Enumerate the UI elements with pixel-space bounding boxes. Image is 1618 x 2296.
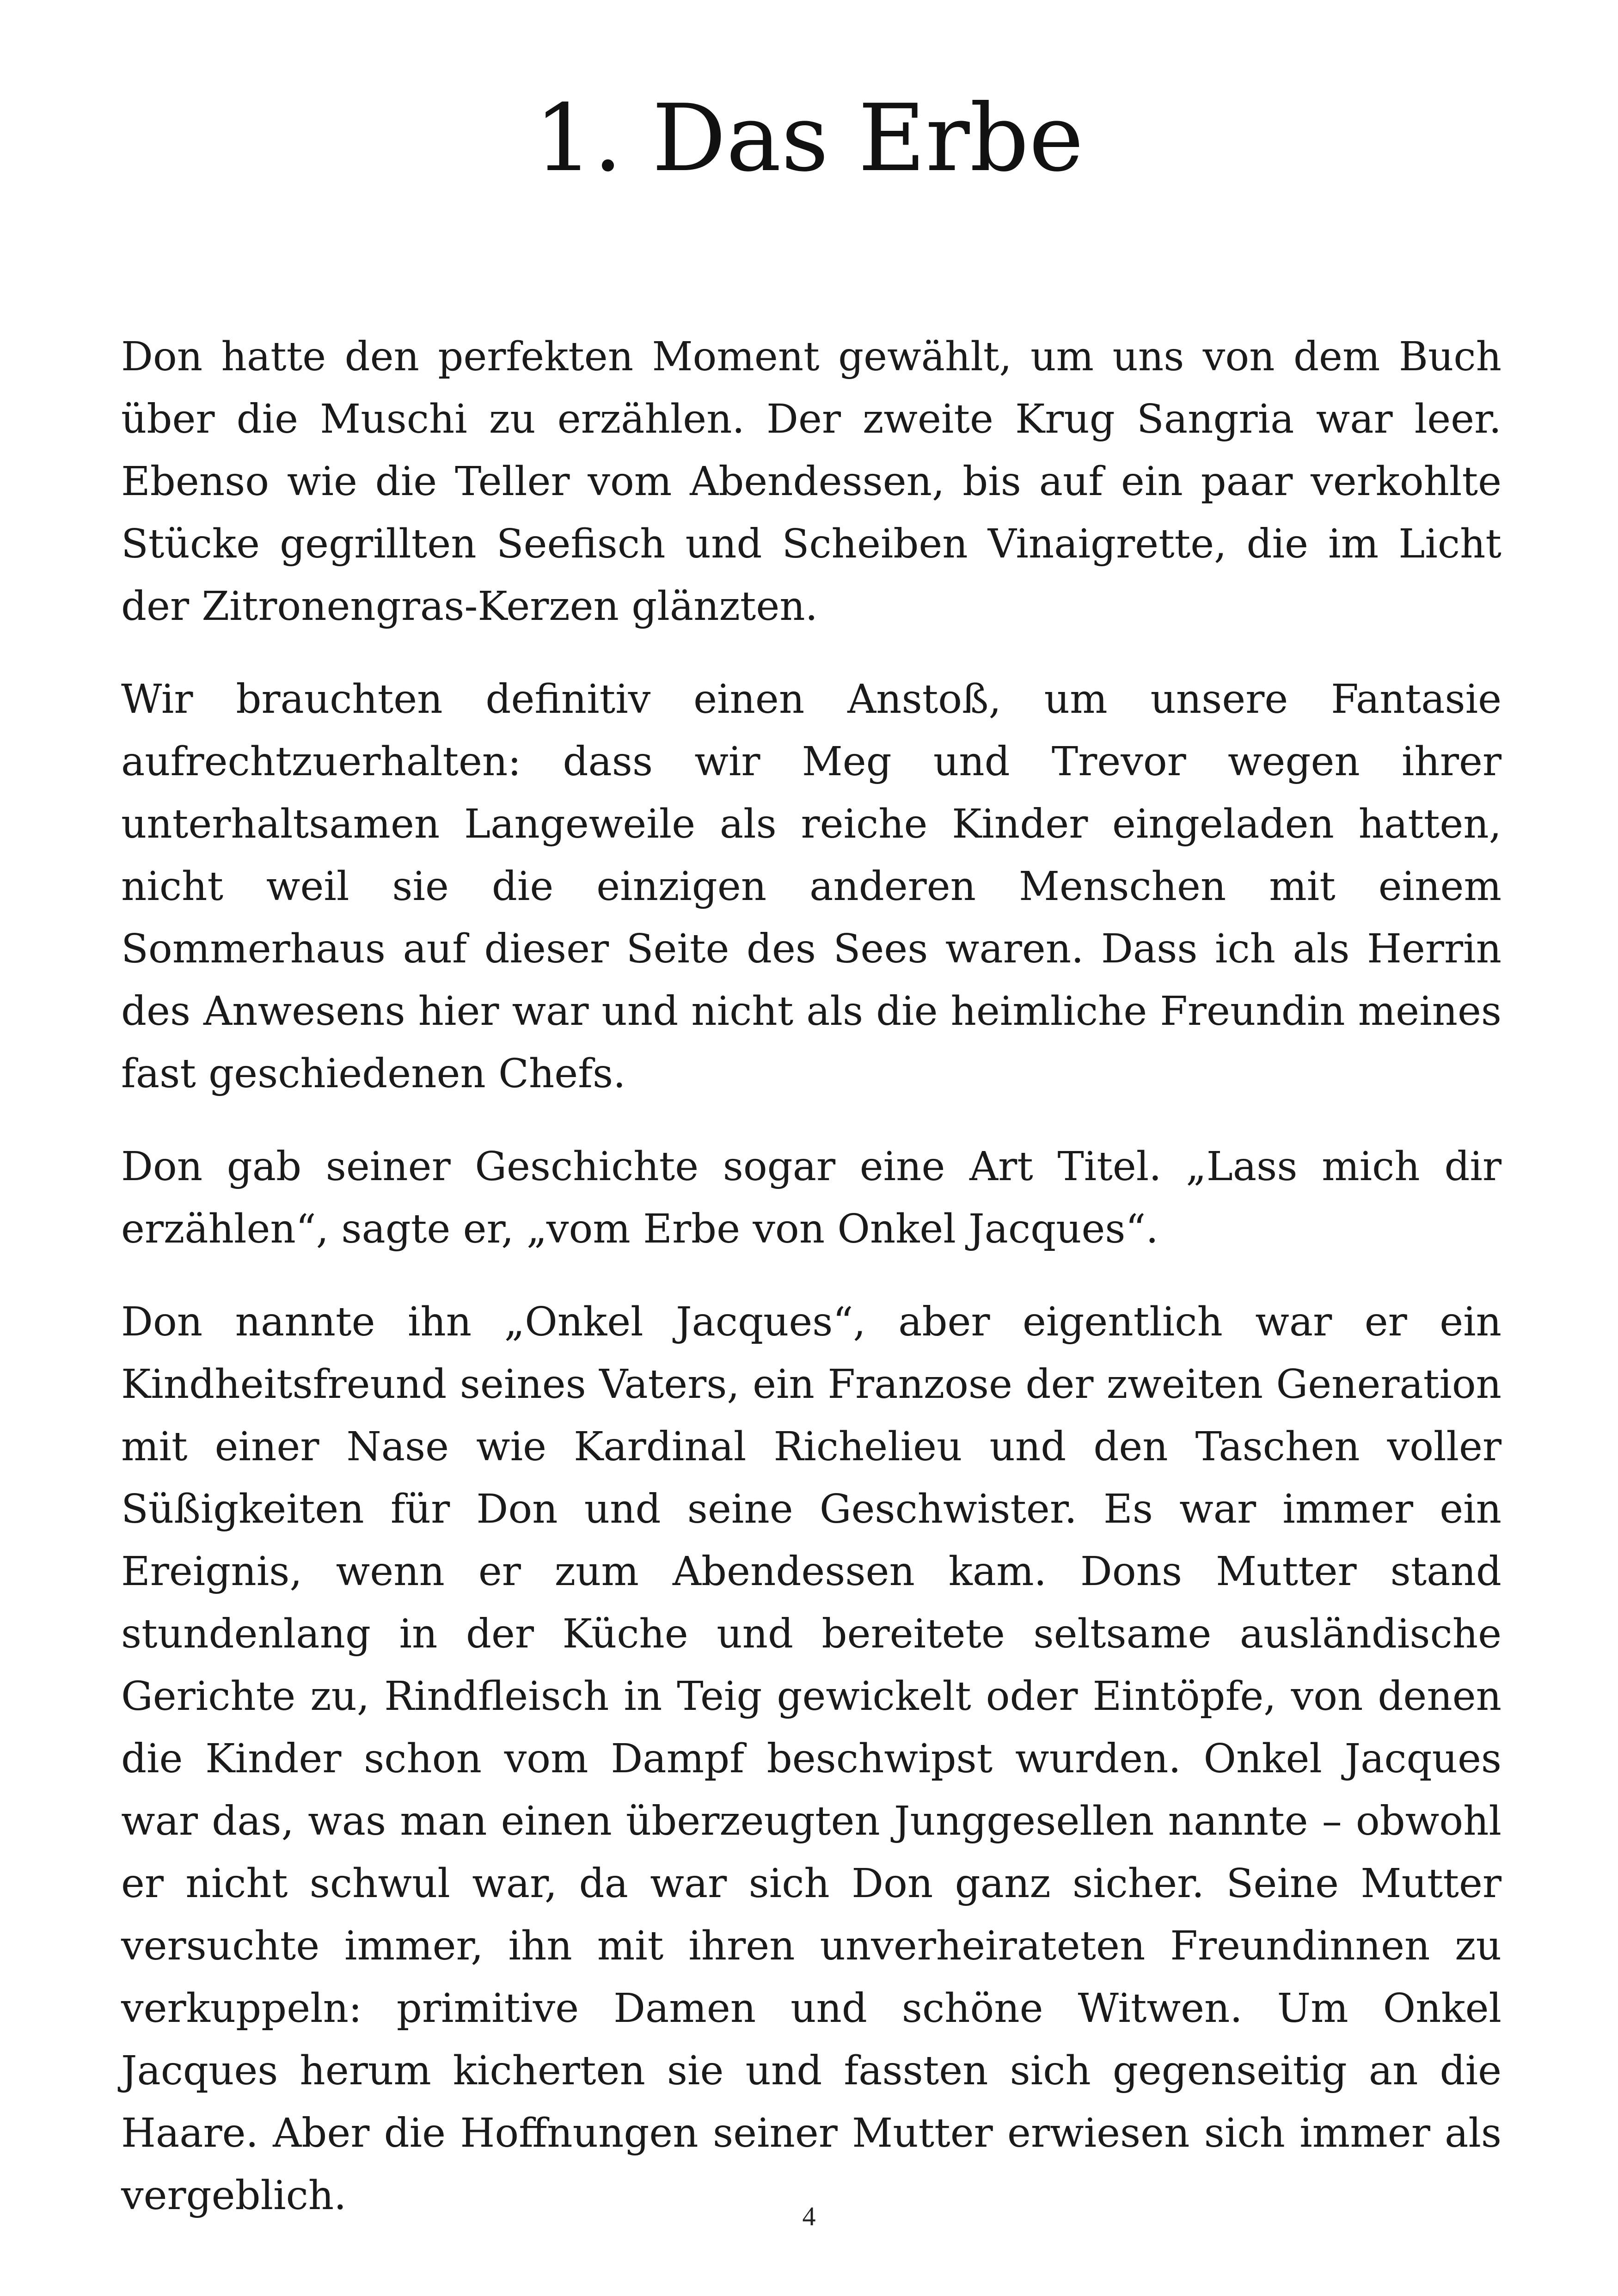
- chapter-title: 1. Das Erbe: [534, 85, 1084, 192]
- paragraph-1: Don hatte den perfekten Moment gewählt, um uns von dem Buch über die Muschi zu erzählen. Der zweite Krug Sangria war leer. Ebenso wie die Teller vom Abendessen, bis auf ein paar verkohlte Stücke gegrillten Seefisch und Scheiben Vinaigrette, die im Licht der Zitronengras-Kerzen glänzten.: [121, 334, 1502, 630]
- paragraph-3: Don gab seiner Geschichte sogar eine Art Titel. „Lass mich dir erzählen“, sagte er, „vom Erbe von Onkel Jacques“.: [121, 1144, 1502, 1252]
- body-text: [121, 326, 1502, 2258]
- paragraph-2: Wir brauchten definitiv einen Anstoß, um unsere Fantasie aufrechtzuerhalten: dass wir Meg und Trevor wegen ihrer unterhaltsamen Langeweile als reiche Kinder eingeladen hatten, nicht weil sie die einzigen anderen Menschen mit einem Sommerhaus auf dieser Seite des Sees waren. Dass ich als Herrin des Anwesens hier war und nicht als die heimliche Freundin meines fast geschiedenen Chefs.: [121, 676, 1502, 1097]
- page-number: 4: [802, 2201, 816, 2231]
- paragraph-4: Don nannte ihn „Onkel Jacques“, aber eigentlich war er ein Kindheitsfreund seines Vaters, ein Franzose der zweiten Generation mit einer Nase wie Kardinal Richelieu und den Taschen voller Süßigkeiten für Don und seine Geschwister. Es war immer ein Ereignis, wenn er zum Abendessen kam. Dons Mutter stand stundenlang in der Küche und bereitete seltsame ausländische Gerichte zu, Rindfleisch in Teig gewickelt oder Eintöpfe, von denen die Kinder schon vom Dampf beschwipst wurden. Onkel Jacques war das, was man einen überzeugten Junggesellen nannte – obwohl er nicht schwul war, da war sich Don ganz sicher. Seine Mutter versuchte immer, ihn mit ihren unverheirateten Freundinnen zu verkuppeln: primitive Damen und schöne Witwen. Um Onkel Jacques herum kicherten sie und fassten sich gegenseitig an die Haare. Aber die Hoffnungen seiner Mutter erwiesen sich immer als vergeblich.: [121, 1299, 1502, 2219]
